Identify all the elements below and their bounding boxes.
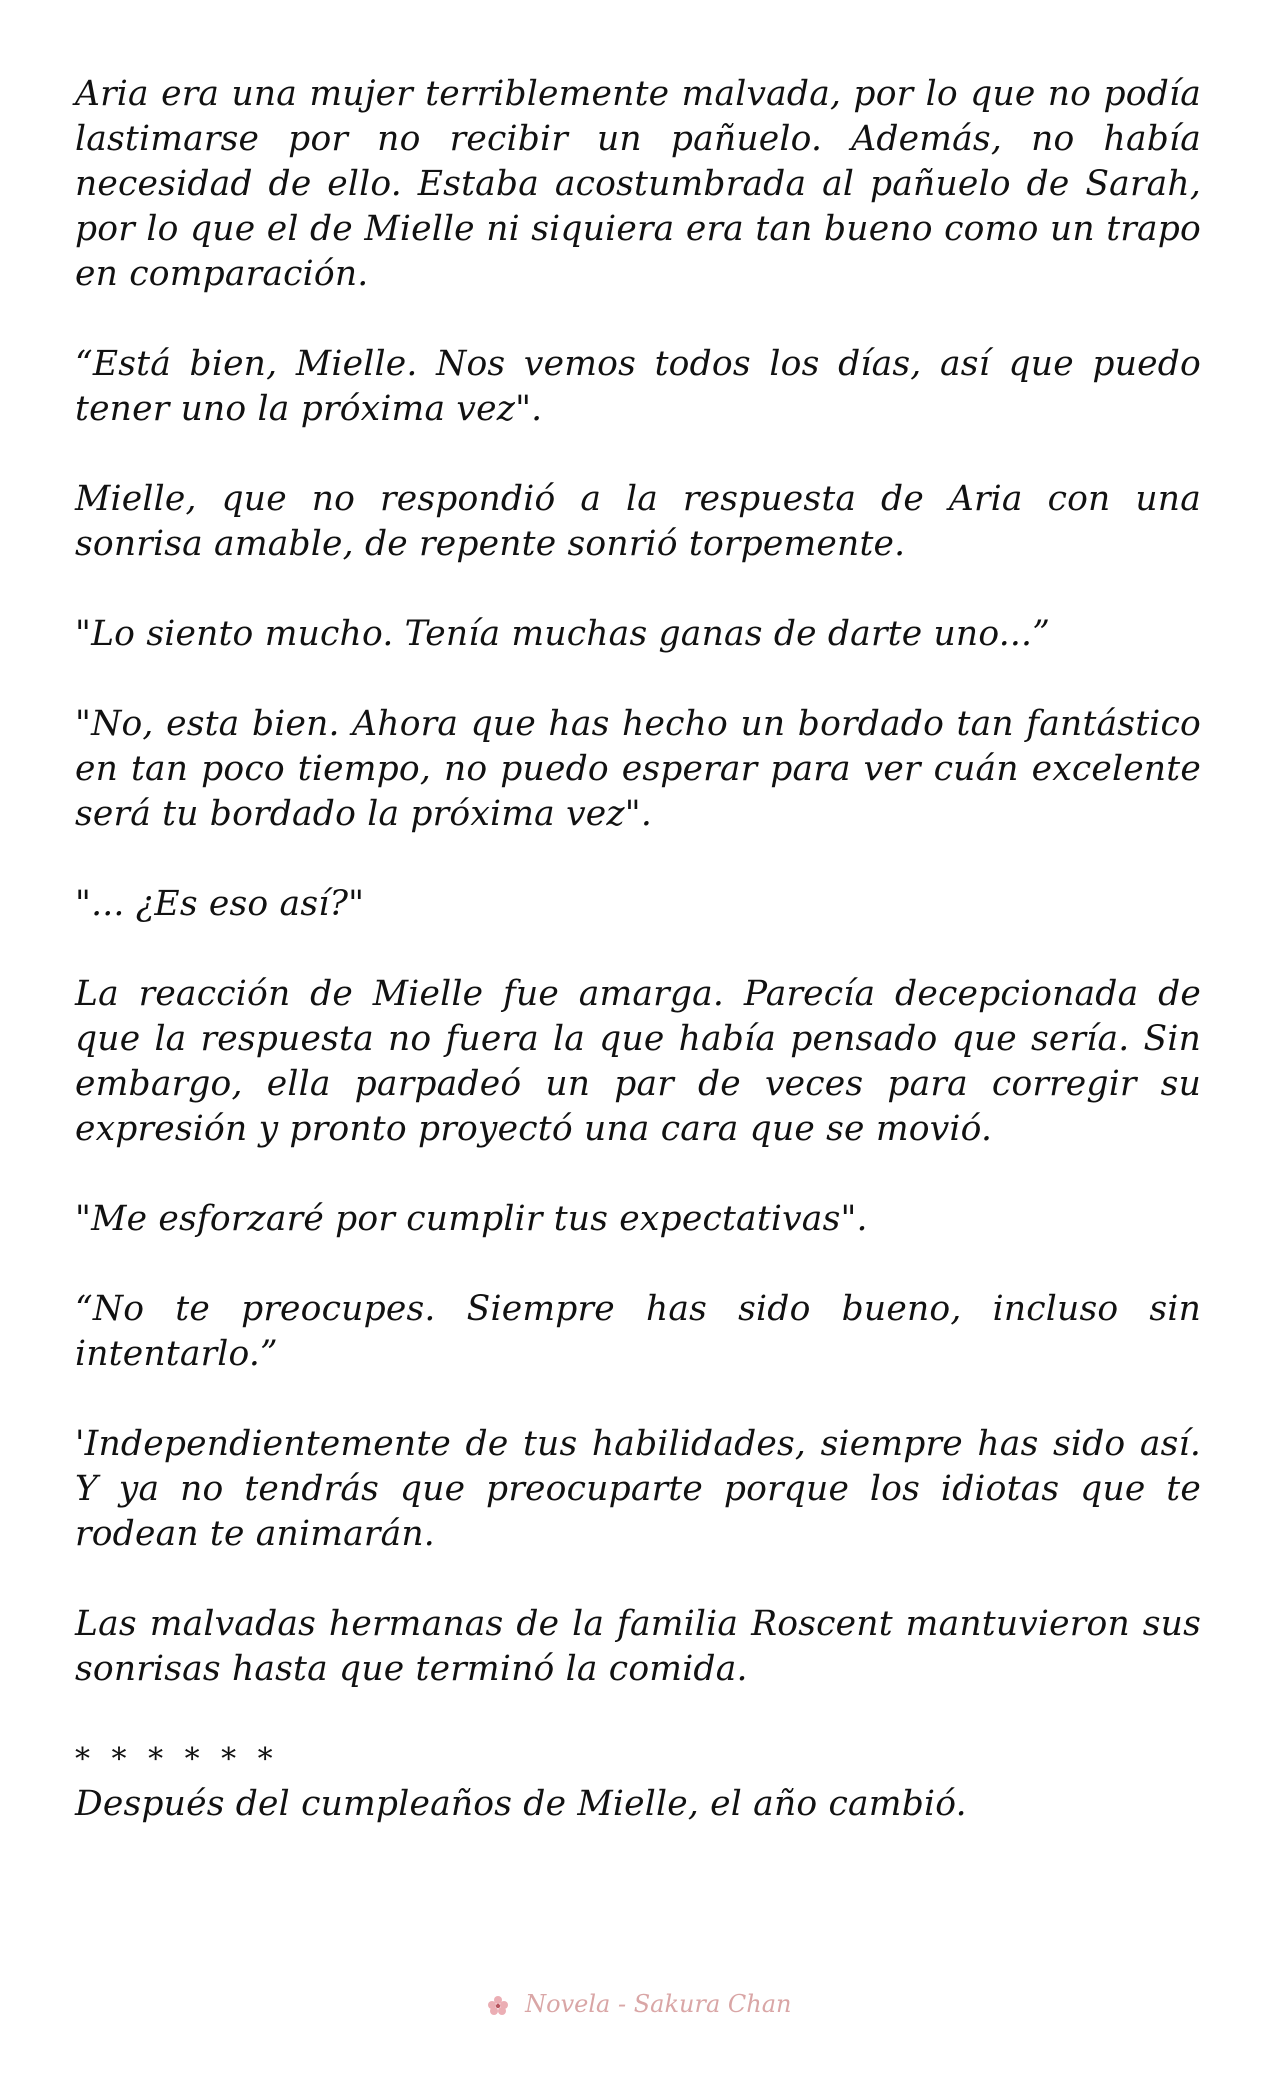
paragraph-10: 'Independientemente de tus habilidades, siempre has sido así. Y ya no tendrás que preocuparte porque los idiotas que te rodean te animarán. [75, 1424, 1201, 1554]
paragraph-8: "Me esforzaré por cumplir tus expectativas". [75, 1199, 868, 1239]
paragraph-3: Mielle, que no respondió a la respuesta de Aria con una sonrisa amable, de repente sonrió torpemente. [75, 479, 1201, 564]
paragraph-6: "... ¿Es eso así?" [75, 884, 365, 924]
paragraph-4: "Lo siento mucho. Tenía muchas ganas de darte uno...” [75, 614, 1051, 654]
paragraph-9: “No te preocupes. Siempre has sido bueno, incluso sin intentarlo.” [75, 1289, 1201, 1374]
watermark-text: Novela - Sakura Chan [525, 1990, 792, 2018]
paragraph-11: Las malvadas hermanas de la familia Roscent mantuvieron sus sonrisas hasta que terminó la comida. [75, 1604, 1201, 1689]
paragraph-1: Aria era una mujer terriblemente malvada, por lo que no podía lastimarse por no recibir un pañuelo. Además, no había necesidad de ello. Estaba acostumbrada al pañuelo de Sarah, por lo que el de Mielle ni siquiera era tan bueno como un trapo en comparación. [75, 74, 1201, 294]
section-separator: * * * * * * [75, 1742, 279, 1777]
sakura-flower-icon [484, 1992, 512, 2020]
closing-paragraph: Después del cumpleaños de Mielle, el año cambió. [75, 1784, 967, 1824]
watermark [0, 1990, 1275, 2020]
paragraph-7: La reacción de Mielle fue amarga. Parecía decepcionada de que la respuesta no fuera la que había pensado que sería. Sin embargo, ella parpadeó un par de veces para corregir su expresión y pronto proyectó una cara que se movió. [75, 974, 1201, 1149]
paragraph-2: “Está bien, Mielle. Nos vemos todos los días, así que puedo tener uno la próxima vez". [75, 344, 1201, 429]
paragraph-5: "No, esta bien. Ahora que has hecho un bordado tan fantástico en tan poco tiempo, no puedo esperar para ver cuán excelente será tu bordado la próxima vez". [75, 704, 1201, 834]
document-body [75, 72, 1201, 1827]
